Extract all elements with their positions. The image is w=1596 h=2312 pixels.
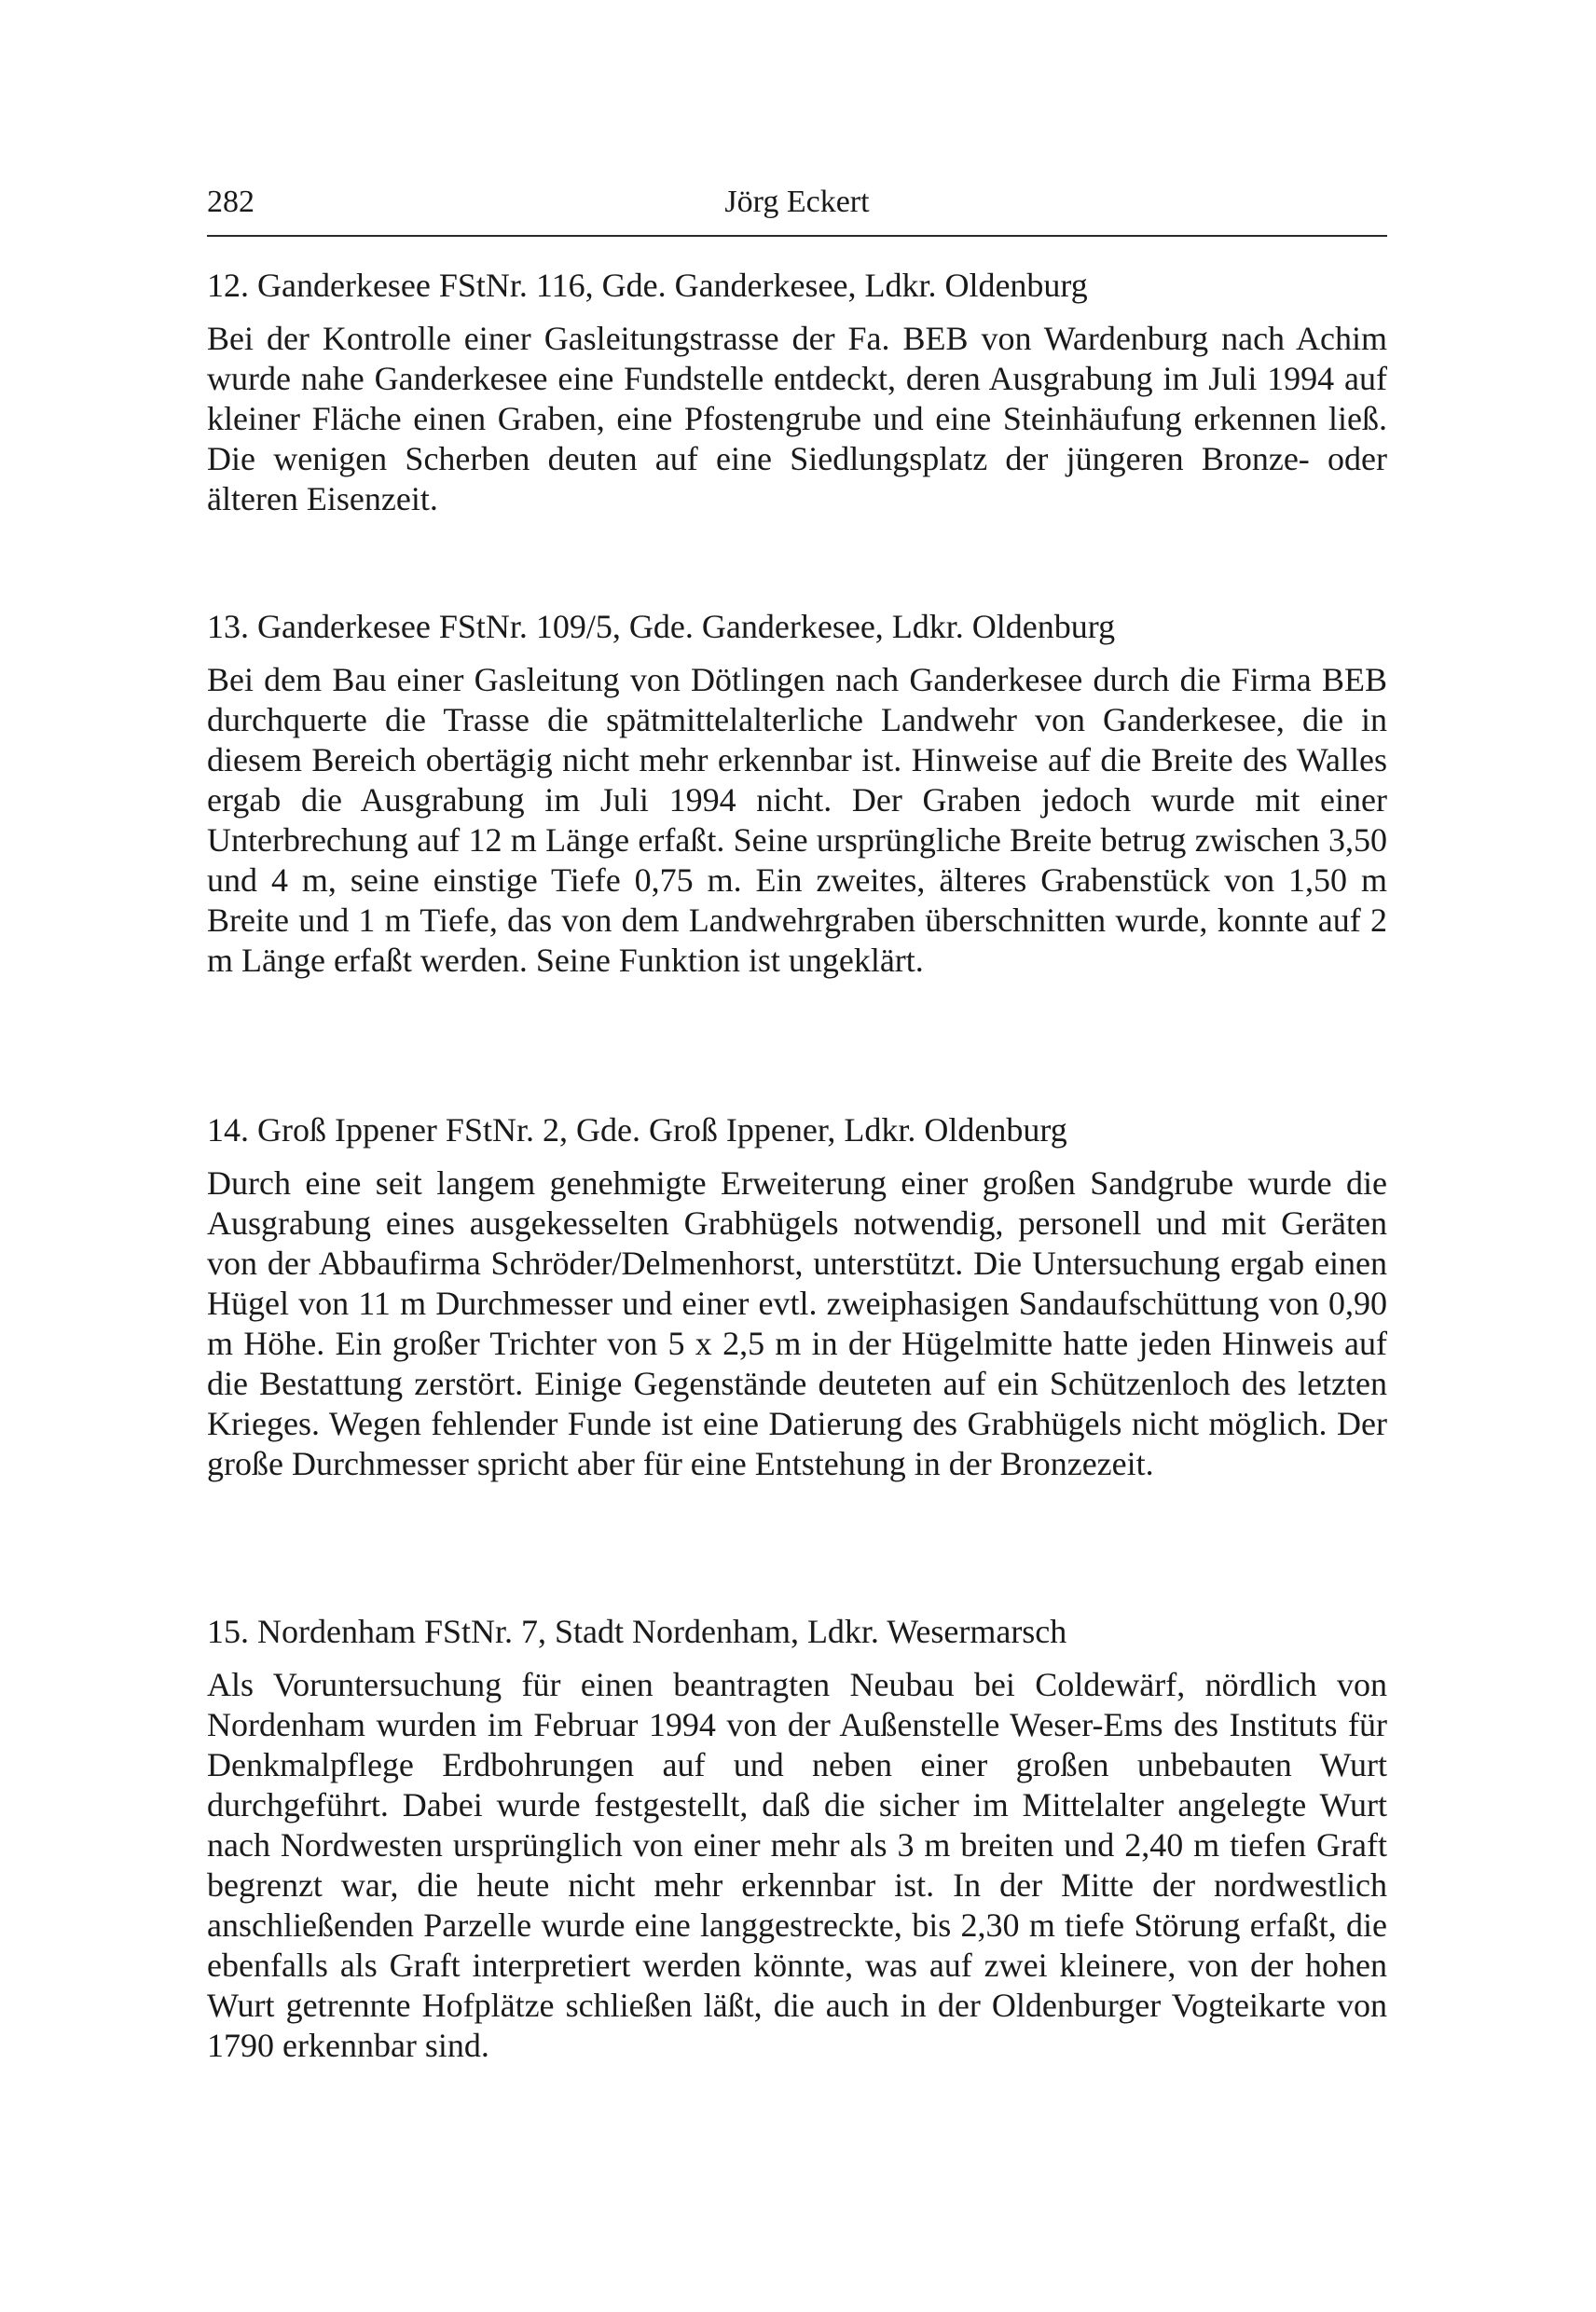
running-head-author: Jörg Eckert [724, 185, 870, 219]
entry-heading: 12. Ganderkesee FStNr. 116, Gde. Ganderkesee, Ldkr. Oldenburg [207, 267, 1088, 304]
entry-15 [207, 1611, 1387, 2066]
entry-14 [207, 1109, 1387, 1484]
page-number: 282 [207, 185, 255, 219]
entry-body: Bei dem Bau einer Gasleitung von Dötlingen nach Ganderkesee durch die Firma BEB durchquerte die Trasse die spätmittelalterliche Landwehr von Ganderkesee, die in diesem Bereich obertägig nicht mehr erkennbar ist. Hinweise auf die Breite des Walles ergab die Ausgrabung im Juli 1994 nicht. Der Graben jedoch wurde mit einer Unterbrechung auf 12 m Länge erfaßt. Seine ursprüngliche Breite betrug zwischen 3,50 und 4 m, seine einstige Tiefe 0,75 m. Ein zweites, älteres Grabenstück von 1,50 m Breite und 1 m Tiefe, das von dem Landwehrgraben überschnitten wurde, konnte auf 2 m Länge erfaßt werden. Seine Funktion ist ungeklärt. [207, 661, 1387, 979]
entry-heading: 14. Groß Ippener FStNr. 2, Gde. Groß Ippener, Ldkr. Oldenburg [207, 1111, 1067, 1149]
page-header [207, 183, 1387, 237]
entry-body: Durch eine seit langem genehmigte Erweiterung einer großen Sandgrube wurde die Ausgrabung eines ausgekesselten Grabhügels notwendig, personell und mit Geräten von der Abbaufirma Schröder/Delmenhorst, unterstützt. Die Untersuchung ergab einen Hügel von 11 m Durchmesser und einer evtl. zweiphasigen Sandaufschüttung von 0,90 m Höhe. Ein großer Trichter von 5 x 2,5 m in der Hügelmitte hatte jeden Hinweis auf die Bestattung zerstört. Einige Gegenstände deuteten auf ein Schützenloch des letzten Krieges. Wegen fehlender Funde ist eine Datierung des Grabhügels nicht möglich. Der große Durchmesser spricht aber für eine Entstehung in der Bronzezeit. [207, 1164, 1387, 1482]
entry-body: Als Voruntersuchung für einen beantragten Neubau bei Coldewärf, nördlich von Nordenham wurden im Februar 1994 von der Außenstelle Weser-Ems des Instituts für Denkmalpflege Erdbohrungen auf und neben einer großen unbebauten Wurt durchgeführt. Dabei wurde festgestellt, daß die sicher im Mittelalter angelegte Wurt nach Nordwesten ursprünglich von einer mehr als 3 m breiten und 2,40 m tiefen Graft begrenzt war, die heute nicht mehr erkennbar ist. In der Mitte der nordwestlich anschließenden Parzelle wurde eine langgestreckte, bis 2,30 m tiefe Störung erfaßt, die ebenfalls als Graft interpretiert werden könnte, was auf zwei kleinere, von der hohen Wurt getrennte Hofplätze schließen läßt, die auch in der Oldenburger Vogteikarte von 1790 erkennbar sind. [207, 1666, 1387, 2064]
entry-body: Bei der Kontrolle einer Gasleitungstrasse der Fa. BEB von Wardenburg nach Achim wurde nahe Ganderkesee eine Fundstelle entdeckt, deren Ausgrabung im Juli 1994 auf kleiner Fläche einen Graben, eine Pfostengrube und eine Steinhäufung erkennen ließ. Die wenigen Scherben deuten auf eine Siedlungsplatz der jüngeren Bronze- oder älteren Eisenzeit. [207, 320, 1387, 517]
entry-12 [207, 265, 1387, 519]
entry-heading: 15. Nordenham FStNr. 7, Stadt Nordenham, Ldkr. Wesermarsch [207, 1613, 1067, 1650]
entry-heading: 13. Ganderkesee FStNr. 109/5, Gde. Ganderkesee, Ldkr. Oldenburg [207, 608, 1116, 645]
entry-13 [207, 606, 1387, 981]
